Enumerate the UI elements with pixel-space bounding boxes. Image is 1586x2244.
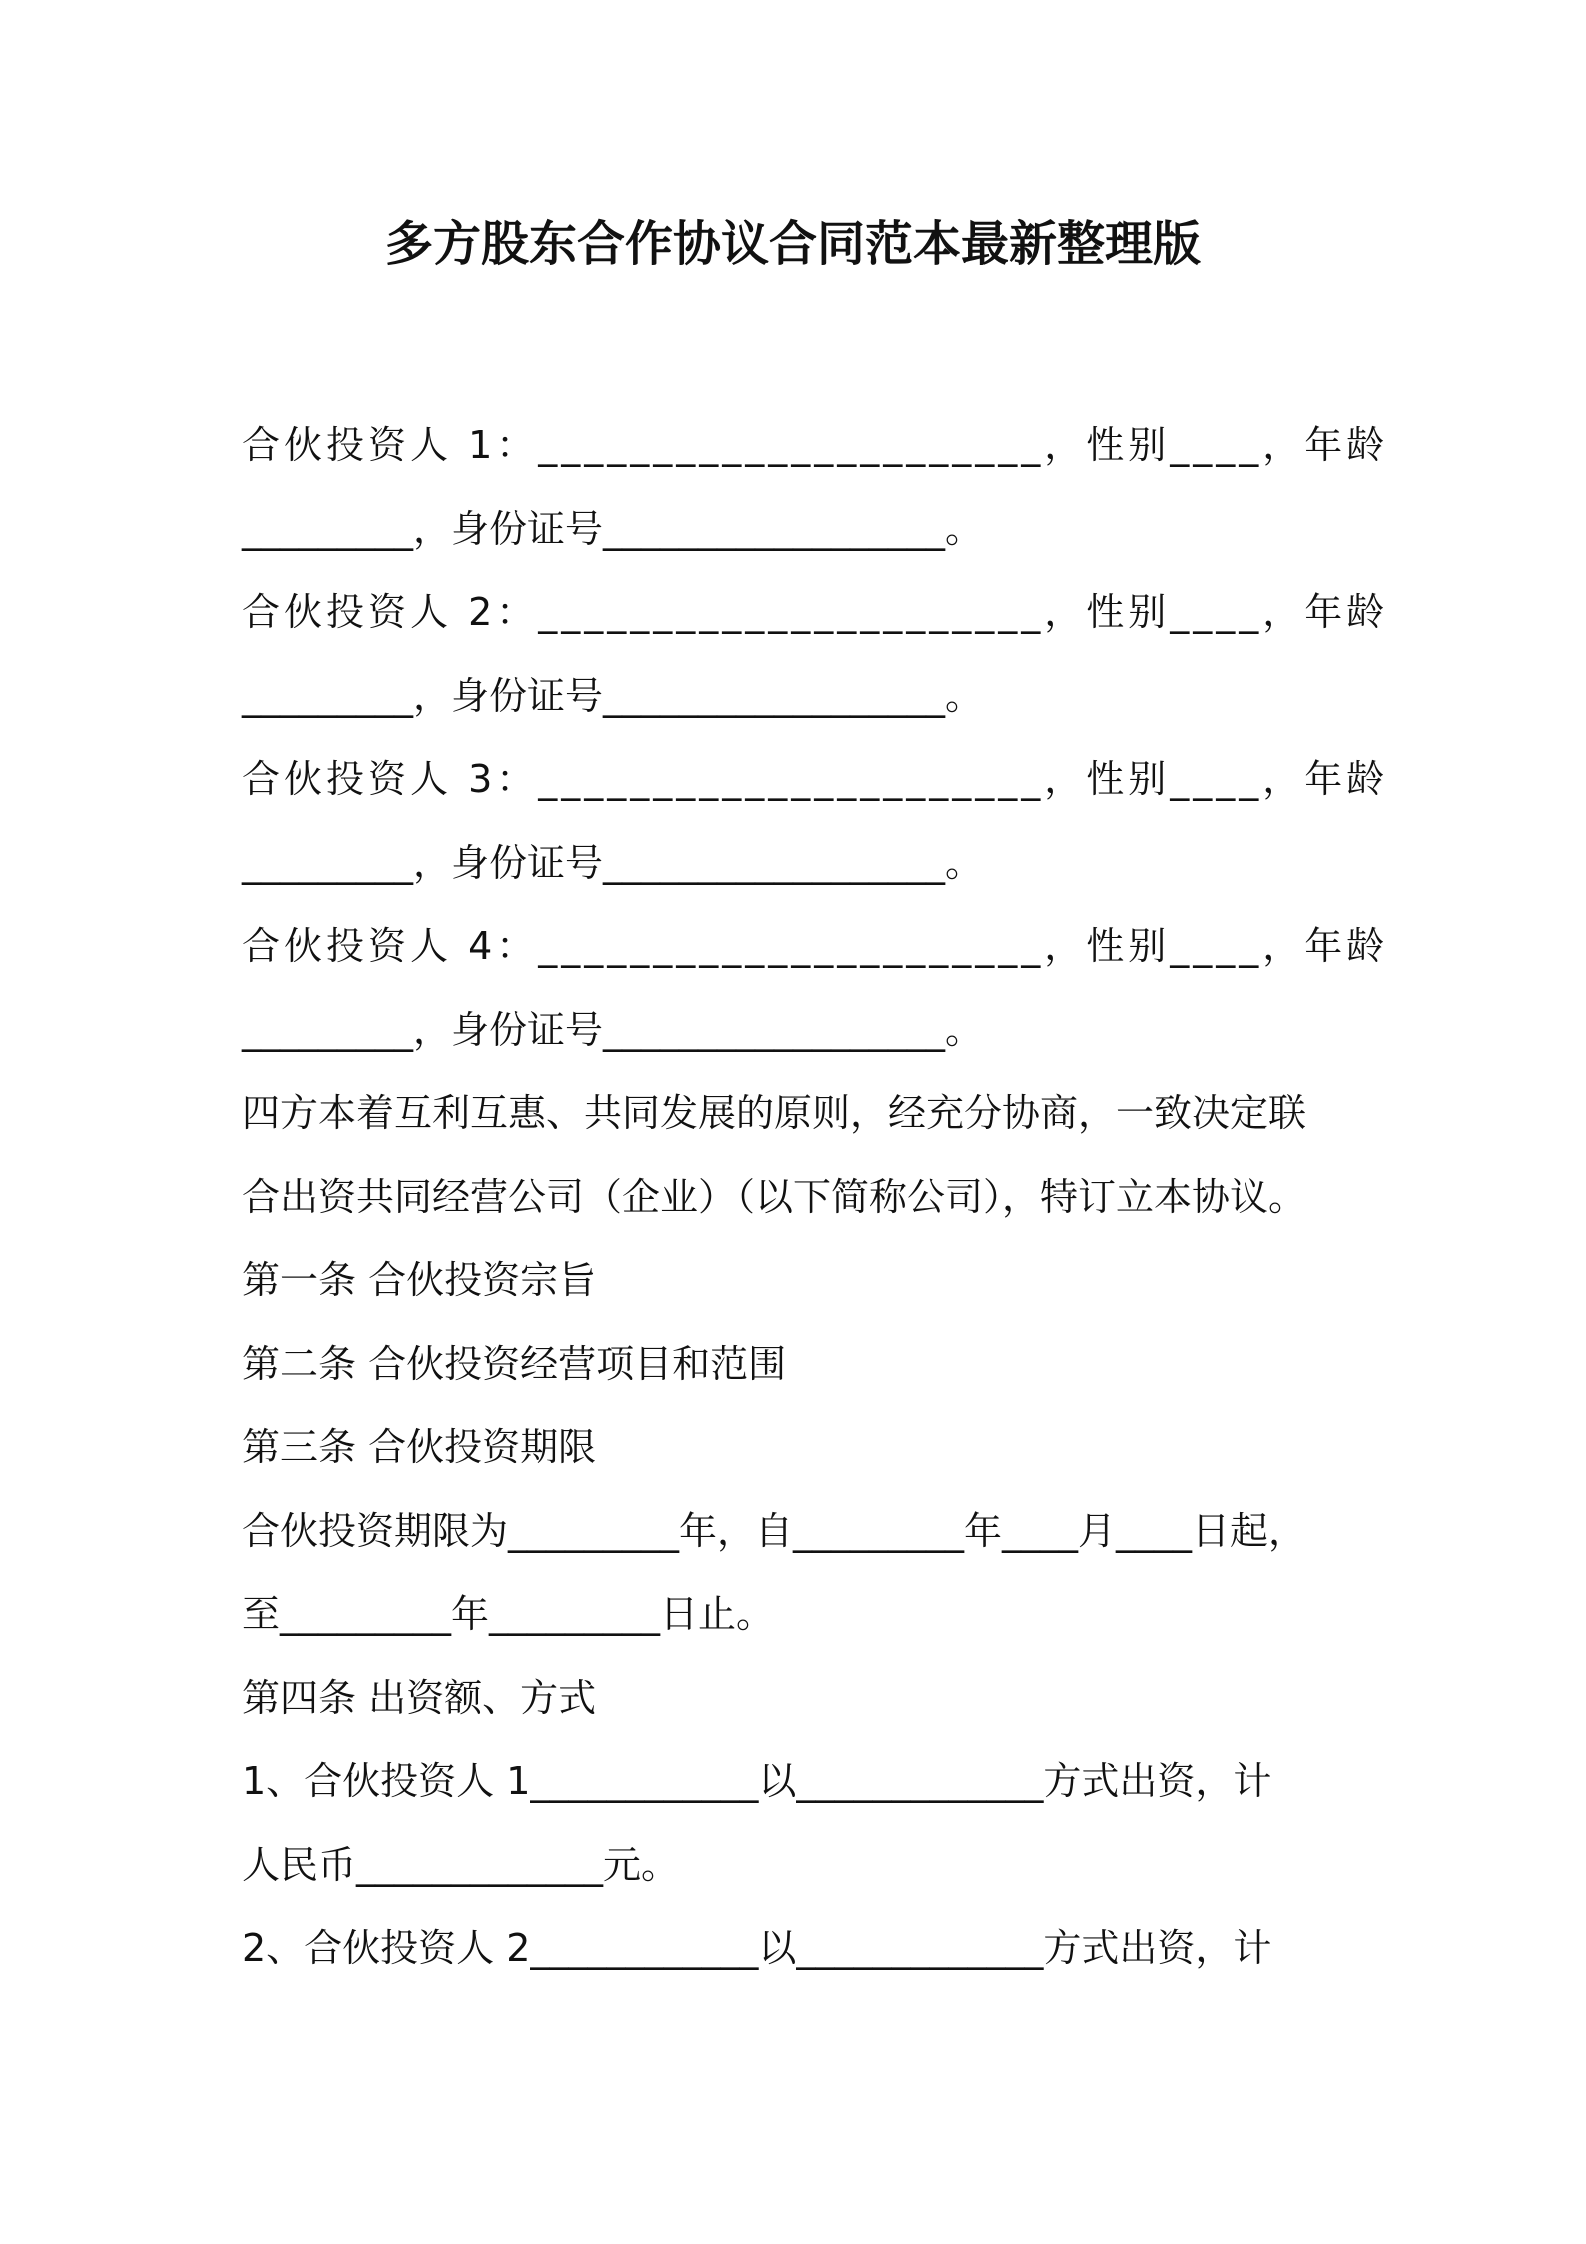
preamble-line-2: 合出资共同经营公司（企业）（以下简称公司），特订立本协议。 bbox=[242, 1174, 1307, 1219]
investor-4-id-line: _________，身份证号__________________。 bbox=[242, 1007, 984, 1052]
contribution-1-line-1: 1、合伙投资人 1____________以_____________方式出资，计 bbox=[242, 1759, 1272, 1803]
investor-4-line: 合伙投资人 4：______________________，性别____，年龄 bbox=[242, 924, 1389, 968]
article-3-heading: 第三条 合伙投资期限 bbox=[242, 1425, 597, 1469]
preamble-line-1: 四方本着互利互惠、共同发展的原则，经充分协商，一致决定联 bbox=[242, 1091, 1307, 1135]
article-2-heading: 第二条 合伙投资经营项目和范围 bbox=[242, 1341, 787, 1386]
contribution-2-line-1: 2、合伙投资人 2____________以_____________方式出资，计 bbox=[242, 1926, 1272, 1970]
investor-3-line: 合伙投资人 3：______________________，性别____，年龄 bbox=[242, 757, 1389, 801]
investor-2-line: 合伙投资人 2：______________________，性别____，年龄 bbox=[242, 590, 1389, 634]
document-body bbox=[242, 404, 1389, 1991]
investor-3-id-line: _________，身份证号__________________。 bbox=[242, 840, 984, 885]
article-1-heading: 第一条 合伙投资宗旨 bbox=[242, 1258, 597, 1302]
contribution-1-line-2: 人民币_____________元。 bbox=[242, 1842, 680, 1887]
investor-1-id-line: _________，身份证号__________________。 bbox=[242, 506, 984, 551]
investor-1-line: 合伙投资人 1：______________________，性别____，年龄 bbox=[242, 423, 1389, 467]
investor-2-id-line: _________，身份证号__________________。 bbox=[242, 673, 984, 718]
term-line-1: 合伙投资期限为_________年，自_________年____月____日起， bbox=[242, 1508, 1307, 1553]
document-title: 多方股东合作协议合同范本最新整理版 bbox=[384, 216, 1201, 272]
article-4-heading: 第四条 出资额、方式 bbox=[242, 1675, 597, 1720]
term-line-2: 至_________年_________日止。 bbox=[242, 1592, 775, 1636]
